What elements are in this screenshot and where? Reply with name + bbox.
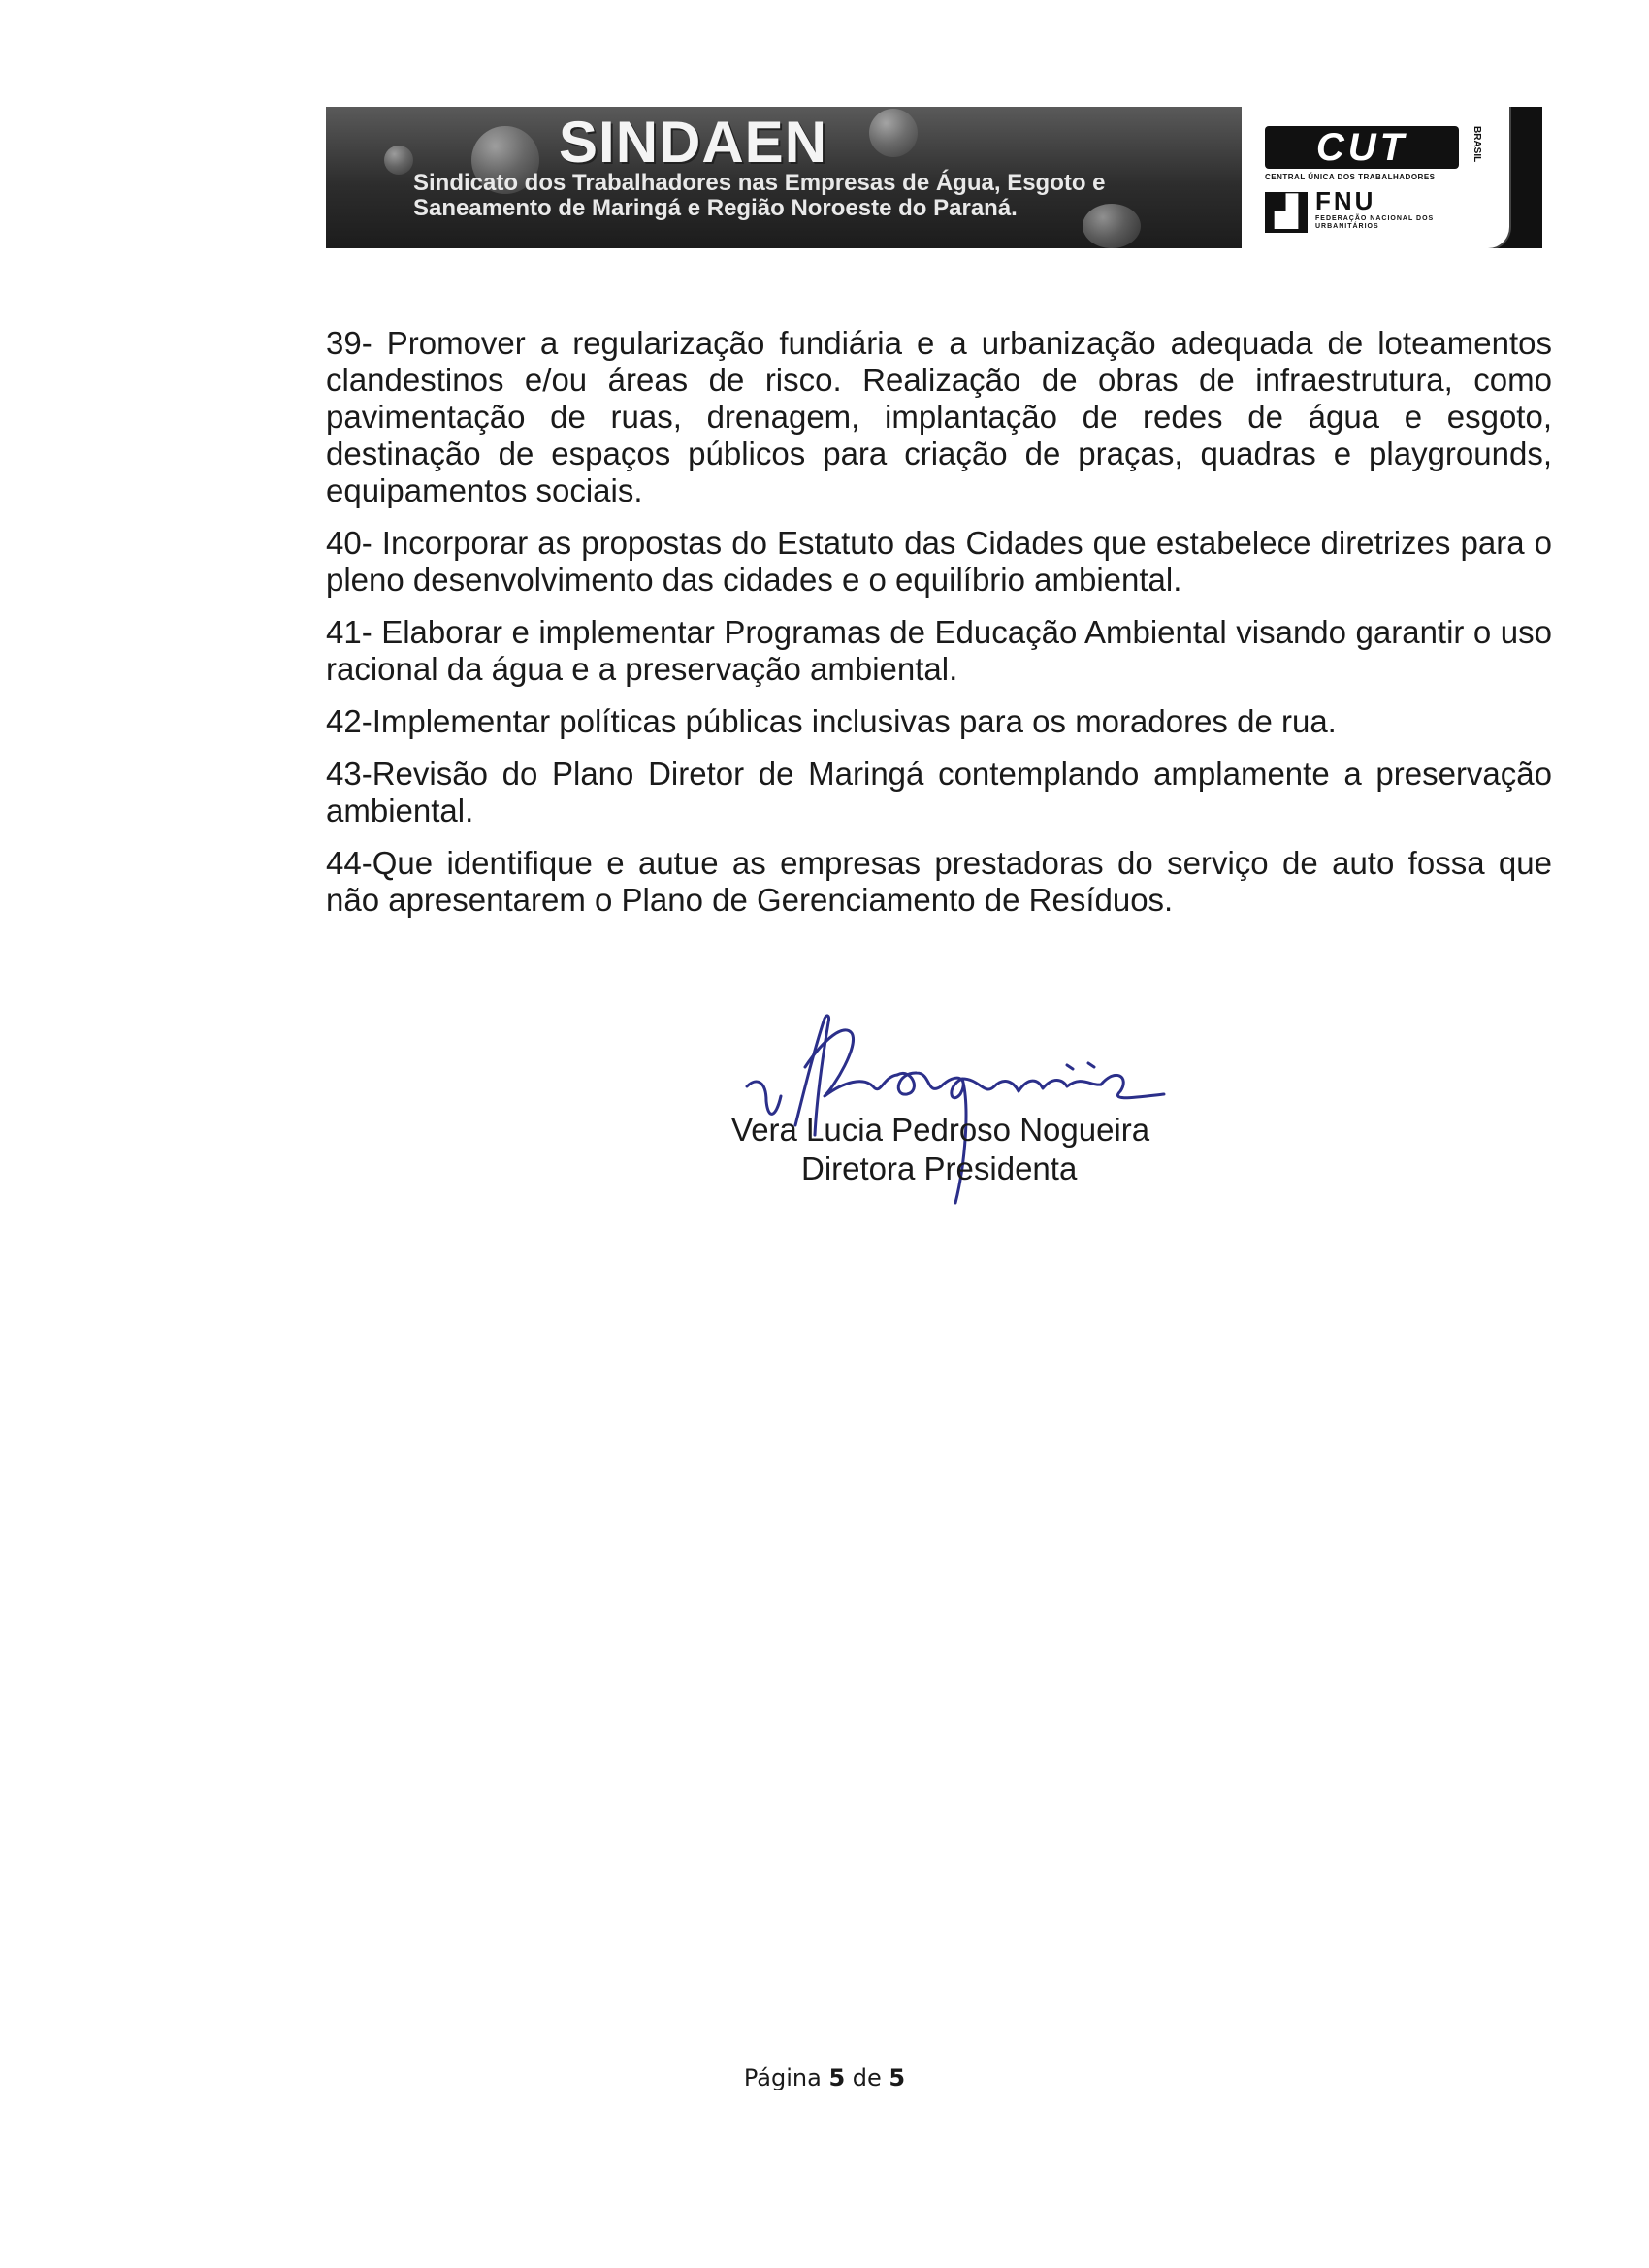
page-label: Página [743,2064,822,2091]
cut-country: BRASIL [1471,126,1482,163]
logo-panel [1242,107,1511,248]
signer-name: Vera Lucia Pedroso Nogueira [731,1112,1150,1148]
water-drop-icon [869,109,918,157]
signature-block [679,999,1222,1213]
org-subtitle: Sindicato dos Trabalhadores nas Empresas de Água, Esgoto e Saneamento de Maringá e Região Noroeste do Paraná. [413,170,1106,221]
page-footer [0,2064,1649,2091]
item-39: 39- Promover a regularização fundiária e a urbanização adequada de loteamentos clandestinos e/ou áreas de risco. Realização de obras de infraestrutura, como pavimentação de ruas, drenagem, implantação de redes de água e esgoto, destinação de espaços públicos para criação de praças, quadras e playgrounds, equipamentos sociais. [326,325,1552,508]
total-pages: 5 [889,2064,906,2091]
current-page: 5 [828,2064,846,2091]
fnu-emblem-icon: ▟ [1265,192,1308,233]
cut-logo: CUT [1265,126,1459,169]
item-42: 42-Implementar políticas públicas inclusivas para os moradores de rua. [326,703,1337,739]
water-drop-icon [384,146,413,175]
document-body [326,325,1552,934]
item-41: 41- Elaborar e implementar Programas de Educação Ambiental visando garantir o uso racional da água e a preservação ambiental. [326,614,1552,687]
sindaen-header-banner [326,107,1242,248]
cut-fnu-logo-block [1242,107,1542,248]
item-44: 44-Que identifique e autue as empresas prestadoras do serviço de auto fossa que não apresentarem o Plano de Gerenciamento de Resíduos. [326,845,1552,918]
org-name: SINDAEN [559,110,828,175]
item-43: 43-Revisão do Plano Diretor de Maringá contemplando amplamente a preservação ambiental. [326,756,1552,828]
page-separator: de [852,2064,882,2091]
fnu-logo: FNU [1315,186,1376,215]
item-40: 40- Incorporar as propostas do Estatuto das Cidades que estabelece diretrizes para o pleno desenvolvimento das cidades e o equilíbrio ambiental. [326,525,1552,598]
cut-tagline: CENTRAL ÚNICA DOS TRABALHADORES [1265,173,1436,181]
fnu-subtitle: FEDERAÇÃO NACIONAL DOS URBANITÁRIOS [1315,215,1435,230]
signer-role: Diretora Presidenta [801,1150,1078,1186]
